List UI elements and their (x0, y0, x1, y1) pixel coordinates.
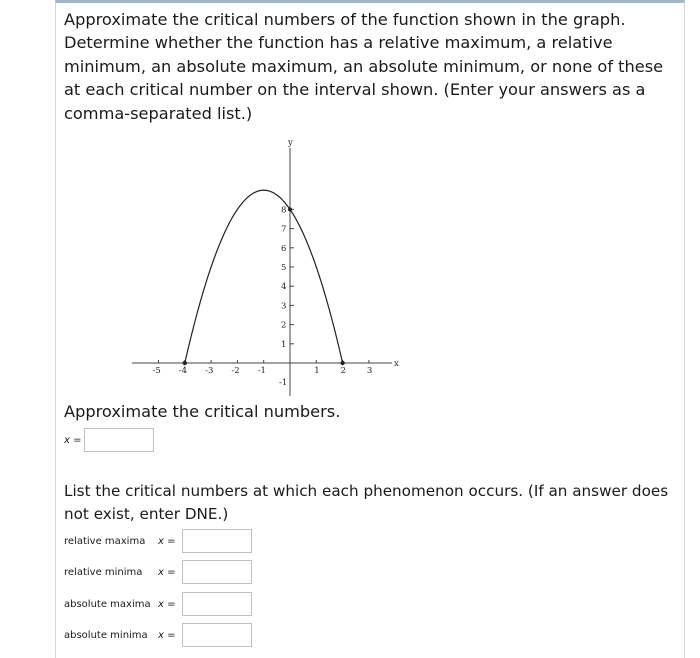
endpoint-left (183, 361, 187, 365)
relative-minima-row (64, 559, 252, 585)
part1-prompt: Approximate the critical numbers. (64, 402, 341, 421)
relative-maxima-input[interactable] (182, 529, 252, 553)
x-equals-label: x = (158, 598, 176, 610)
x-tick-label: -2 (231, 366, 240, 376)
x-tick-label: -4 (178, 366, 188, 376)
y-axis-label: y (288, 138, 293, 148)
y-intercept-point (288, 207, 292, 211)
absolute-maxima-label: absolute maxima (64, 598, 151, 610)
x-tick-label: -5 (152, 366, 161, 376)
x-tick-label: -3 (205, 366, 214, 376)
relative-maxima-row (64, 528, 252, 554)
x-equals-label: x = (158, 535, 176, 547)
x-tick-label: 2 (340, 366, 347, 376)
x-equals-label: x = (158, 629, 176, 641)
endpoint-right (340, 361, 344, 365)
y-tick-label: 2 (281, 320, 287, 331)
relative-minima-label: relative minima (64, 566, 143, 578)
relative-minima-input[interactable] (182, 560, 252, 584)
relative-maxima-label: relative maxima (64, 535, 146, 547)
y-tick-label: 4 (281, 282, 287, 293)
x-equals-label: x = (158, 566, 176, 578)
y-tick-label: 8 (281, 205, 287, 216)
absolute-minima-input[interactable] (182, 623, 252, 647)
y-tick-label: 3 (281, 301, 287, 312)
critical-numbers-row (64, 427, 154, 453)
function-graph (130, 128, 420, 403)
part2-prompt: List the critical numbers at which each phenomenon occurs. (If an answer does not exist, enter DNE.) (64, 482, 669, 523)
y-tick-label: 7 (281, 224, 287, 235)
absolute-minima-row (64, 622, 252, 648)
y-tick-label: 1 (281, 339, 287, 350)
absolute-minima-label: absolute minima (64, 629, 148, 641)
x-tick-label: 1 (314, 366, 320, 376)
absolute-maxima-input[interactable] (182, 592, 252, 616)
function-curve (185, 190, 343, 363)
x-equals-label: x = (64, 434, 82, 446)
y-tick-label: 5 (281, 263, 287, 273)
x-axis-label: x (394, 359, 399, 369)
question-text: Approximate the critical numbers of the function shown in the graph. Determine whether the function has a relative maximum, a relative minimum, an absolute maximum, an absolute minimum, or none of these at each critical number on the interval shown. (Enter your answers as a comma-separated list.) (64, 10, 664, 123)
x-tick-label: -1 (257, 366, 266, 376)
y-tick-label: 6 (281, 243, 287, 254)
x-tick-label: 3 (366, 366, 373, 376)
y-tick-label: -1 (279, 378, 288, 389)
absolute-maxima-row (64, 591, 252, 617)
critical-numbers-input[interactable] (84, 428, 154, 452)
